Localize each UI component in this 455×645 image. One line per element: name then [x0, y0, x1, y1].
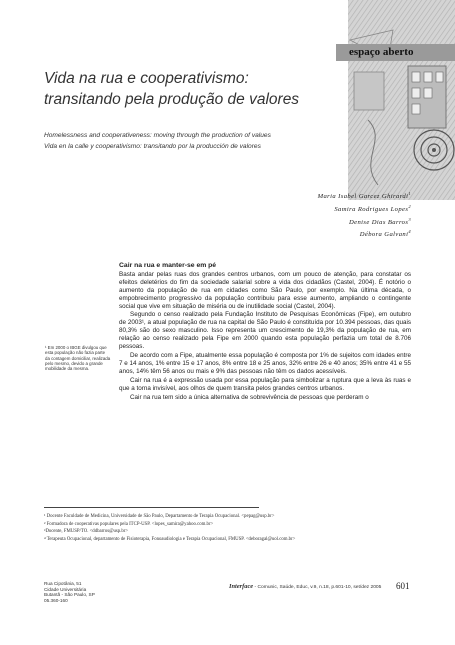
article-body [119, 262, 411, 401]
author-list [318, 189, 411, 240]
address-line: 05.360-160 [44, 597, 68, 603]
mailing-address [44, 581, 95, 603]
citation-text: - Comunic, Saúde, Educ, v.9, n.18, p.601-10, set/dez 2005 [253, 585, 382, 590]
footnotes [44, 513, 404, 544]
author: Denise Dias Barros$^3$ [349, 216, 411, 226]
address-line: Butantã - São Paulo, SP [44, 592, 95, 598]
body-paragraph: De acordo com a Fipe, atualmente essa população é composta por 1% de sujeitos com idades entre 7 e 14 anos, 1% entre 15 e 17 anos, 8% entre 18 e 25 anos, 32% entre 26 e 40 anos; 35% entre 41 e 55 anos, 14% têm 56 anos ou mais e 9% das pessoas não têm os dados acessíveis. [119, 351, 411, 375]
journal-citation [229, 583, 381, 590]
body-paragraph: Basta andar pelas ruas dos grandes centros urbanos, com um pouco de atenção, para constatar os efeitos deletérios do fim da sociedade salarial sobre a vida dos cidadãos (Castel, 2004). É notório o aumento da população de rua em cidades como São Paulo, por exemplo. Na última década, o empobrecimento progressivo da população contribuiu para esse aumento, ampliando o contingente social que vive em situação de miséria ou de inutilidade social (Castel, 2004). [119, 270, 411, 310]
section-tag: espaço aberto [336, 44, 455, 61]
footnote: ⁴ Terapeuta Ocupacional, departamento de Fisioterapia, Fonoaudiologia e Terapia Ocupacional, FMUSP. <deboragal@uol.com.br> [44, 537, 296, 543]
body-paragraph: Cair na rua é a expressão usada por essa população para simbolizar a ruptura que a leva às ruas e que a torna invisível, aos olhos de quem transita pelos grandes centros urbanos. [119, 376, 411, 392]
spanish-title: Vida en la calle y cooperativismo: transitando por la producción de valores [44, 143, 261, 150]
author: Samira Rodrigues Lopes$^2$ [334, 203, 411, 213]
author: Débora Galvani$^4$ [359, 229, 411, 239]
footnote: ¹ Docente Faculdade de Medicina, Universidade de São Paulo, Departamento de Terapia Ocupacional. <pepag@usp.br> [44, 514, 275, 519]
address-line: Cidade Universitária [44, 586, 87, 592]
address-line: Rua Cipotânia, 51 [44, 581, 82, 586]
footnote-divider [44, 507, 259, 508]
article-title-line-1: Vida na rua e cooperativismo: [44, 70, 249, 87]
body-paragraph: Cair na rua tem sido a única alternativa de sobrevivência de pessoas que perderam o [130, 393, 369, 401]
margin-note: ¹ Em 2000 o IBGE divulgou que esta população não fazia parte da contagem domiciliar, realizada pelo mesmo, devido a grande mobilidade da mesma. [45, 345, 111, 372]
article-title-line-2: transitando pela produção de valores [44, 91, 300, 108]
page-number: 601 [396, 581, 410, 591]
section-heading: Cair na rua e manter-se em pé [119, 262, 217, 269]
journal-name: Interface [229, 583, 254, 590]
body-paragraph: Segundo o censo realizado pela Fundação Instituto de Pesquisas Econômicas (Fipe), em outubro de 2003¹, a atual população de rua na capital de São Paulo é constituída por 10.394 pessoas, das quais 80,3% são do sexo masculino. Isso representa um crescimento de 19,3% da população de rua, em relação ao censo realizado pela Fipe em 2000 quando esta população perfazia um total de 8.706 pessoas. [119, 311, 411, 351]
footnote: ² Formadora de cooperativas populares pela ITCP-USP. <lopes_samira@yahoo.com.br> [44, 521, 214, 527]
english-title: Homelessness and cooperativeness: moving through the production of values [44, 132, 271, 139]
decorative-artwork [348, 0, 455, 200]
author: Maria Isabel Garcez Ghirardi$^1$ [317, 191, 411, 201]
footnote: ³Docente, FMUSP/TO. <ddbarros@usp.br> [44, 529, 129, 535]
